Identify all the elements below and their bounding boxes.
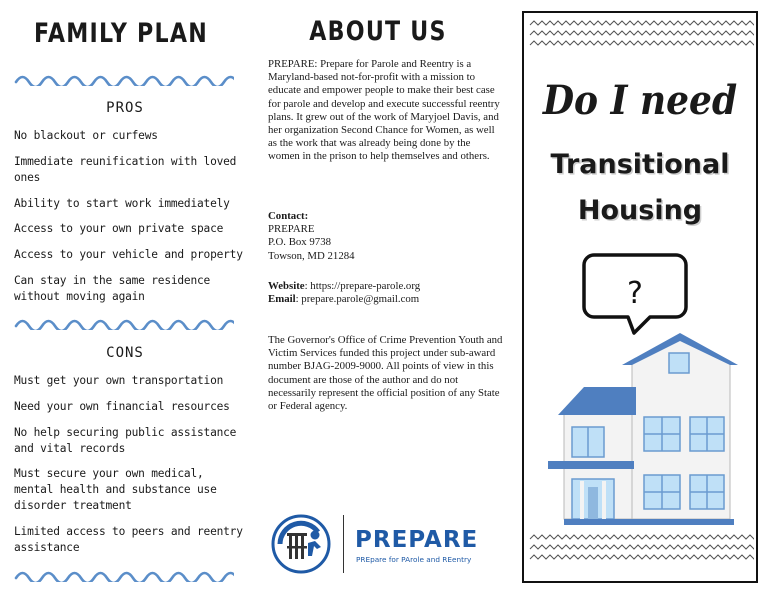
contact-line: P.O. Box 9738 (268, 236, 331, 249)
contact-block: Contact: PREPARE P.O. Box 9738 Towson, MD 21284 (268, 210, 504, 263)
wave-divider-middle (14, 314, 234, 330)
list-item: Must secure your own medical, mental health and substance use disorder treatment (14, 467, 217, 513)
list-item: Immediate reunification with loved ones (14, 154, 237, 184)
prepare-tagline: PREpare for PArole and REentry (356, 555, 472, 564)
family-plan-panel (0, 0, 250, 594)
house-icon (548, 333, 738, 525)
contact-line: PREPARE (268, 223, 315, 236)
cover-line-housing: Housing (577, 195, 703, 226)
about-us-panel (262, 0, 510, 594)
prepare-emblem-icon (270, 513, 332, 575)
list-item: Access to your vehicle and property (14, 248, 243, 262)
wave-divider-top (14, 70, 234, 86)
house-illustration (544, 249, 744, 531)
prepare-logo (270, 509, 510, 579)
question-bubble-icon (584, 255, 686, 333)
cover-line-do-i-need: Do I need (542, 77, 738, 124)
cons-list (14, 373, 244, 566)
bubble-question-mark: ? (627, 276, 643, 311)
contact-label: Contact (268, 210, 305, 222)
cons-label: CONS (106, 345, 144, 361)
website-link[interactable]: https://prepare-parole.org (310, 280, 421, 292)
list-item: Ability to start work immediately (14, 196, 230, 210)
email-label: Email (268, 293, 296, 306)
list-item: Limited access to peers and reentry assistance (14, 525, 243, 555)
list-item: No help securing public assistance and vital records (14, 425, 237, 455)
cover-line-transitional: Transitional (550, 149, 730, 180)
prepare-wordmark: PREPARE (355, 527, 479, 553)
wave-divider-bottom (14, 566, 234, 582)
list-item: No blackout or curfews (14, 129, 158, 142)
funding-disclaimer: The Governor's Office of Crime Prevention Youth and Victim Services funded this project under sub-award number BJAG-2009-9000. All points of view in this document are those of the author and do not necessarily represent the official position of any State or Federal agency. (268, 334, 503, 413)
website-label: Website (268, 280, 305, 292)
list-item: Can stay in the same residence without moving again (14, 273, 211, 303)
zigzag-border-bottom (528, 531, 754, 561)
about-us-title: ABOUT US (309, 16, 447, 47)
list-item: Need your own financial resources (14, 399, 230, 413)
pros-list (14, 128, 244, 315)
email-link[interactable]: prepare.parole@gmail.com (301, 293, 420, 306)
contact-line: Towson, MD 21284 (268, 249, 355, 262)
list-item: Access to your own private space (14, 222, 224, 236)
zigzag-border-top (528, 17, 754, 47)
web-contact-block: Website: https://prepare-parole.org Email: prepare.parole@gmail.com (268, 280, 421, 306)
family-plan-title: FAMILY PLAN (34, 18, 208, 49)
about-body: PREPARE: Prepare for Parole and Reentry is a Maryland-based not-for-profit with a mission to educate and empower people to make their best case for parole and develop and execute successful reentry plans. It grew out of the work of Maryjoel Davis, and her organization Second Chance for Women, as well as the work that was already being done by the women in the prison to help themselves and others. (268, 58, 500, 163)
pros-label: PROS (106, 100, 144, 116)
list-item: Must get your own transportation (14, 374, 224, 387)
cover-panel (522, 11, 758, 583)
